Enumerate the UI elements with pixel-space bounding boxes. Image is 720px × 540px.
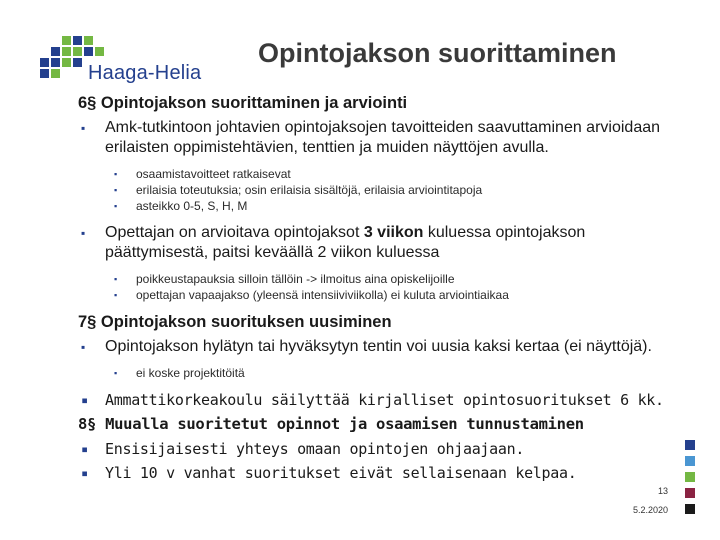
section-7-bullet-1-sublist — [78, 365, 673, 381]
square-bullet-icon: ▪ — [81, 442, 88, 456]
square-bullet-icon: ▪ — [81, 340, 86, 354]
section-6-heading: 6§ Opintojakson suorittaminen ja arviointi — [78, 94, 408, 112]
slide-date: 5.2.2020 — [632, 505, 668, 515]
bullet-text: Yli 10 v vanhat suoritukset eivät sellaisenaan kelpaa. — [105, 464, 577, 482]
bullet-text-part: kuluessa opintojakson päättymisestä, paitsi keväällä 2 viikon kuluessa — [105, 224, 586, 261]
color-square — [685, 488, 695, 498]
slide-title: Opintojakson suorittaminen — [258, 38, 617, 68]
square-bullet-icon: ▪ — [81, 121, 86, 135]
color-square — [685, 504, 695, 514]
square-bullet-icon: ▪ — [114, 290, 118, 300]
square-bullet-icon: ▪ — [81, 226, 86, 240]
square-bullet-icon: ▪ — [114, 169, 118, 179]
page-number: 13 — [657, 486, 668, 496]
slide-content — [78, 93, 673, 483]
square-bullet-icon: ▪ — [114, 274, 118, 284]
sub-bullet-text: opettajan vapaajakso (yleensä intensiiviviikolla) ei kuluta arviointiaikaa — [136, 288, 509, 302]
section-8-bullet-1 — [78, 439, 673, 459]
sub-bullet — [78, 166, 673, 182]
square-bullet-icon: ▪ — [114, 185, 118, 195]
sub-bullet — [78, 271, 673, 287]
sub-bullet-text: erilaisia toteutuksia; osin erilaisia sisältöjä, erilaisia arviointitapoja — [136, 183, 483, 197]
color-square — [685, 472, 695, 482]
sub-bullet-text: poikkeustapauksia silloin tällöin -> ilmoitus aina opiskelijoille — [136, 272, 455, 286]
bullet-text-bold: 3 viikon — [363, 224, 424, 241]
sub-bullet — [78, 182, 673, 198]
sub-bullet — [78, 365, 673, 381]
section-7-bullet-1 — [78, 337, 673, 357]
sub-bullet-text: ei koske projektitöitä — [136, 366, 245, 380]
color-square — [685, 456, 695, 466]
sub-bullet-text: asteikko 0-5, S, H, M — [136, 199, 248, 213]
bullet-text: Ensisijaisesti yhteys omaan opintojen ohjaajaan. — [105, 440, 525, 458]
sub-bullet — [78, 198, 673, 214]
color-square — [685, 440, 695, 450]
square-bullet-icon: ▪ — [81, 466, 88, 480]
section-7-heading: 7§ Opintojakson suorituksen uusiminen — [78, 313, 392, 331]
section-6-bullet-2-sublist — [78, 271, 673, 303]
square-bullet-icon: ▪ — [81, 393, 88, 407]
square-bullet-icon: ▪ — [114, 201, 118, 211]
bullet-text: Ammattikorkeakoulu säilyttää kirjalliset opintosuoritukset 6 kk. — [105, 391, 664, 409]
section-8-bullet-2 — [78, 463, 673, 483]
sub-bullet-text: osaamistavoitteet ratkaisevat — [136, 167, 291, 181]
bullet-text: Opintojakson hylätyn tai hyväksytyn tentin voi uusia kaksi kertaa (ei näyttöjä). — [105, 338, 652, 355]
sub-bullet — [78, 287, 673, 303]
section-6-bullet-2 — [78, 223, 673, 263]
section-7-bullet-2 — [78, 390, 673, 410]
logo-text: Haaga-Helia — [88, 62, 202, 84]
bullet-text: Amk-tutkintoon johtavien opintojaksojen tavoitteiden saavuttaminen arvioidaan erilaisten oppimistehtävien, tenttien ja muiden näyttöjen avulla. — [105, 119, 661, 156]
side-color-squares — [685, 440, 697, 520]
section-6-bullet-1-sublist — [78, 166, 673, 214]
section-8-heading: 8§ Muualla suoritetut opinnot ja osaamisen tunnustaminen — [78, 415, 584, 433]
square-bullet-icon: ▪ — [114, 368, 118, 378]
bullet-text-part: Opettajan on arvioitava opintojaksot — [105, 224, 364, 241]
section-6-bullet-1 — [78, 118, 673, 158]
